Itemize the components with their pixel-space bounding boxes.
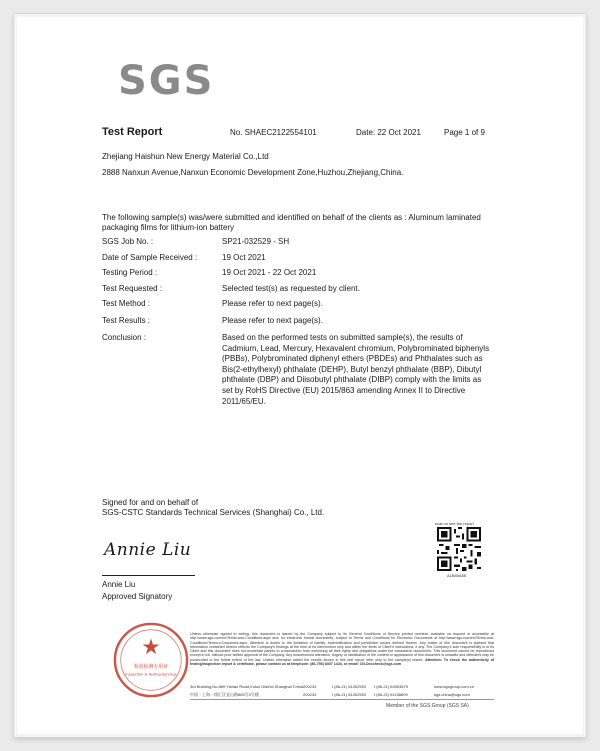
client-name: Zhejiang Haishun New Energy Material Co.,Ltd (102, 152, 269, 161)
svg-text:★: ★ (141, 635, 161, 661)
svg-text:检验检测专用章: 检验检测专用章 (133, 663, 169, 670)
report-number: No. SHAEC2122554101 (230, 128, 317, 137)
field-value-testing-period: 19 Oct 2021 - 22 Oct 2021 (222, 268, 317, 277)
qr-code-icon[interactable] (437, 527, 481, 571)
signatory-name: Annie Liu (102, 580, 136, 589)
footer-address-cn: 中国・上海・徐汇区宜山路889号3号楼 (190, 692, 259, 697)
qr-code-id: A1B80A5E (447, 573, 467, 578)
footer-address-en: 3rd Building,No.889 Yishan Road,Xuhui District,Shanghai China (190, 684, 304, 689)
footer-zip-cn: 200233 (303, 692, 317, 697)
signing-company: SGS-CSTC Standards Technical Services (Shanghai) Co., Ltd. (102, 508, 325, 517)
field-value-conclusion: Based on the performed tests on submitted sample(s), the results of Cadmium, Lead, Mercury, Hexavalent chromium, Polybrominated biphenyls (PBBs), Polybrominated diphenyl ethers (PBDEs) and Phthalates such as Bis(2-ethylhexyl) phthalate (DEHP), Butyl benzyl phthalate (BBP), Dibutyl phthalate (DBP) and Diisobutyl phthalate (DIBP) comply with the limits as set by RoHS Directive (EU) 2015/863 amending Annex II to Directive 2011/65/EU. (222, 333, 490, 406)
signatory-role: Approved Signatory (102, 592, 173, 601)
field-label-test-method: Test Method : (102, 299, 151, 308)
sgs-logo: SGS (118, 58, 215, 104)
svg-text:Inspection & Testing Services: Inspection & Testing Services (125, 672, 177, 677)
qr-caption: scan to see the report (435, 521, 474, 526)
report-title: Test Report (102, 126, 163, 138)
footer-website[interactable]: www.sgsgroup.com.cn (434, 684, 475, 689)
sample-intro: The following sample(s) was/were submitted and identified on behalf of the clients as : Aluminum laminated packaging films for lithium-ion battery (102, 213, 481, 232)
page-number: Page 1 of 9 (444, 128, 485, 137)
field-value-test-requested: Selected test(s) as requested by client. (222, 284, 360, 293)
field-label-job-no: SGS Job No. : (102, 237, 154, 246)
signature-line (102, 575, 195, 576)
client-address: 2888 Nanxun Avenue,Nanxun Economic Development Zone,Huzhou,Zhejiang,China. (102, 168, 404, 177)
footer-disclaimer: Unless otherwise agreed in writing, this document is issued by the Company subject to its General Conditions of Service printed overleaf, available on request or accessible at http://www.sgs.com/en/Terms-and-Conditions.aspx and, for electronic format documents, subject to Terms and Conditions for Electronic Documents at http://www.sgs.com/en/Terms-and-Conditions/Terms-e-Document.aspx. Attention is drawn to the limitation of liability, indemnification and jurisdiction issues defined therein. Any holder of this document is advised that information contained hereon reflects the Company's findings at the time of its intervention only and within the limits of Client's instructions, if any. The Company's sole responsibility is to its Client and this document does not exonerate parties to a transaction from exercising all their rights and obligations under the transaction documents. This document cannot be reproduced except in full, without prior written approval of the Company. Any unauthorized alteration, forgery or falsification of the content or appearance of this document is unlawful and offenders may be prosecuted to the fullest extent of the law. Unless otherwise stated the results shown in this test report refer only to the sample(s) tested. Attention: To check the authenticity of testing/inspection report & certificate, please contact us at telephone: (86-755) 8307 1443, or email: CN.Doccheck@sgs.com (190, 632, 494, 667)
handwritten-signature: Annie Liu (104, 540, 192, 560)
footer-attention: Attention: To check the authenticity of testing/inspection report & certificate, please contact us at telephone: (86-755) 8307 1443, or email: CN.Doccheck@sgs.com (190, 657, 494, 667)
footer-fax-cn: f (86-21) 61156899 (374, 692, 408, 697)
field-value-job-no: SP21-032529 - SH (222, 237, 290, 246)
field-label-test-requested: Test Requested : (102, 284, 163, 293)
field-value-date-received: 19 Oct 2021 (222, 253, 266, 262)
footer-divider (190, 699, 494, 700)
field-label-testing-period: Testing Period : (102, 268, 158, 277)
inspection-seal-icon (112, 621, 190, 699)
field-value-test-method: Please refer to next page(s). (222, 299, 323, 308)
report-date: Date: 22 Oct 2021 (356, 128, 421, 137)
footer-tel-en: t (86-21) 61402553 (332, 684, 367, 689)
footer-zip-en: 200233 (303, 684, 317, 689)
signed-on-behalf: Signed for and on behalf of (102, 498, 199, 507)
footer-tel-cn: t (86-21) 61402553 (332, 692, 367, 697)
footer-fax-en: f (86-21) 64953679 (374, 684, 409, 689)
field-label-conclusion: Conclusion : (102, 333, 147, 342)
field-label-date-received: Date of Sample Received : (102, 253, 198, 262)
field-value-test-results: Please refer to next page(s). (222, 316, 323, 325)
footer-email[interactable]: sgs.china@sgs.com (434, 692, 470, 697)
footer-member: Member of the SGS Group (SGS SA) (386, 703, 469, 709)
field-label-test-results: Test Results : (102, 316, 151, 325)
